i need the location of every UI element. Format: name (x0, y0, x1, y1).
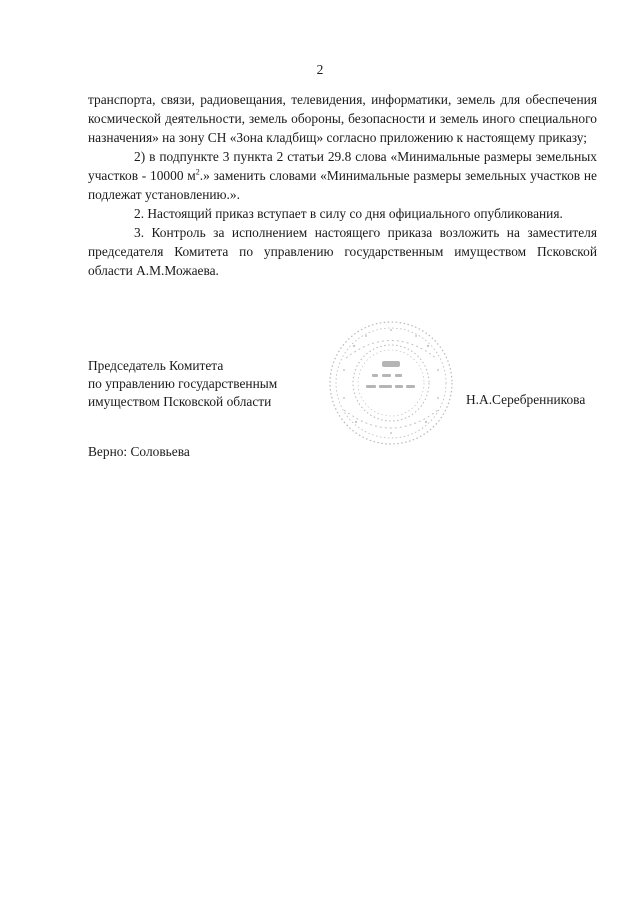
signature-title-line-2: по управлению государственным (88, 376, 278, 391)
item2-text-part1: 2) в подпункте 3 пункта 2 статьи 29.8 слова «Минимальные размеры земельных участков - 10000 м (88, 149, 597, 183)
paragraph-clause-2: 2. Настоящий приказ вступает в силу со дня официального опубликования. (134, 206, 563, 221)
document-body (88, 90, 597, 280)
item2-superscript: 2 (195, 167, 200, 177)
verification-note: Верно: Соловьева (88, 444, 190, 459)
item2-text-part2: .» заменить словами «Минимальные размеры земельных участков не подлежат установлению.». (88, 168, 597, 202)
signature-title-block (88, 357, 277, 411)
signatory-name: Н.А.Серебренникова (466, 392, 586, 407)
page-number: 2 (316, 62, 324, 77)
official-stamp-seal (326, 318, 456, 448)
paragraph-item-2 (88, 147, 597, 204)
signature-title-line-1: Председатель Комитета (88, 358, 224, 373)
paragraph-clause-3: 3. Контроль за исполнением настоящего приказа возложить на заместителя председателя Комитета по управлению государственным имуществом Псковской области А.М.Можаева. (88, 225, 597, 278)
paragraph-continuation: транспорта, связи, радиовещания, телевидения, информатики, земель для обеспечения космической деятельности, земель обороны, безопасности и земель иного специального назначения» на зону СН «Зона кладбищ» согласно приложению к настоящему приказу; (88, 92, 597, 145)
signature-title-line-3: имуществом Псковской области (88, 394, 272, 409)
